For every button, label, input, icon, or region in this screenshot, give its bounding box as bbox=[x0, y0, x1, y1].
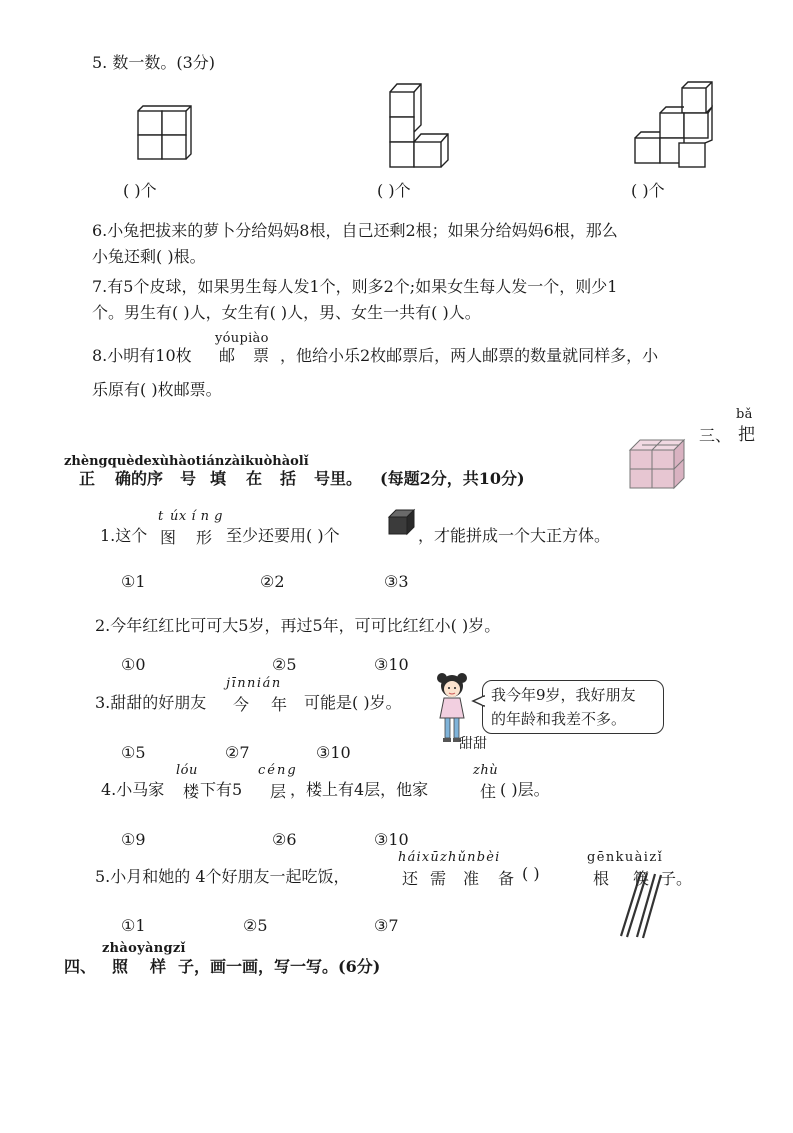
s3q1-word-xing: 形 bbox=[196, 528, 213, 547]
section3-word-hao: 号 bbox=[180, 469, 197, 488]
dark-cube-icon bbox=[387, 508, 417, 536]
s3q1-text-b: 至少还要用( )个 bbox=[226, 526, 340, 545]
section3-word-zai: 在 bbox=[246, 469, 263, 488]
s3q1-option-3[interactable]: ③3 bbox=[384, 572, 409, 591]
q8-word-piao: 票 bbox=[253, 346, 270, 365]
s3q1-option-2[interactable]: ②2 bbox=[260, 572, 285, 591]
q5-answer-1[interactable]: ( )个 bbox=[123, 181, 157, 200]
s3q1-xing-pinyin: úx í n g bbox=[170, 509, 223, 524]
q8-line-1b: ，他给小乐2枚邮票后，两人邮票的数量就同样多，小 bbox=[280, 346, 659, 365]
q6-line-2: 小兔还剩( )根。 bbox=[92, 247, 206, 266]
bubble-line-1: 我今年9岁，我好朋友 bbox=[491, 686, 636, 704]
s3q3-word-jin: 今 bbox=[233, 695, 250, 714]
section3-number: 三、 bbox=[699, 426, 732, 445]
s3q4-text-c: ，楼上有4层，他家 bbox=[290, 780, 429, 799]
s3q4-text-d: ( )层。 bbox=[500, 780, 550, 799]
s3q1-option-1[interactable]: ①1 bbox=[121, 572, 146, 591]
s3q4-text-b: 下有5 bbox=[200, 780, 243, 799]
section4-word-zhao: 照 bbox=[112, 957, 129, 976]
q5-title: 5. 数一数。(3分) bbox=[92, 53, 216, 72]
s3q4-lou-pinyin: lóu bbox=[176, 763, 198, 778]
s3q1-word-tu: 图 bbox=[160, 528, 177, 547]
section3-word-tian: 填 bbox=[210, 469, 227, 488]
cube-figure-3 bbox=[632, 78, 722, 168]
s3q5-word-kuai: 筷 bbox=[633, 869, 650, 888]
s3q2-option-3[interactable]: ③10 bbox=[374, 655, 409, 674]
s3q5-word-zi: 子。 bbox=[660, 869, 693, 888]
s3q4-option-2[interactable]: ②6 bbox=[272, 830, 297, 849]
s3q4-text-a: 4.小马家 bbox=[101, 780, 165, 799]
section3-word-kuo: 括 bbox=[280, 469, 297, 488]
cube-figure-1 bbox=[135, 103, 195, 163]
q8-word-you: 邮 bbox=[219, 346, 236, 365]
s3q4-word-zhu: 住 bbox=[480, 782, 497, 801]
q7-line-1: 7.有5个皮球，如果男生每人发1个，则多2个;如果女生每人发一个，则少1 bbox=[92, 277, 618, 296]
s3q1-text-a: 1.这个 bbox=[100, 526, 148, 545]
s3q3-text-a: 3.甜甜的好朋友 bbox=[95, 693, 207, 712]
s3q5-option-1[interactable]: ①1 bbox=[121, 916, 146, 935]
s3q5-word-xu: 需 bbox=[430, 869, 447, 888]
pink-cube-figure bbox=[628, 436, 688, 492]
s3q3-word-nian: 年 bbox=[271, 695, 288, 714]
section3-ba: 把 bbox=[738, 425, 755, 445]
s3q1-tu-pinyin: t bbox=[158, 509, 164, 524]
s3q5-pinyin-1: háixūzhǔnbèi bbox=[398, 850, 501, 865]
s3q3-option-3[interactable]: ③10 bbox=[316, 743, 351, 762]
s3q5-word-hai: 还 bbox=[402, 869, 419, 888]
q8-line-1a: 8.小明有10枚 bbox=[92, 346, 192, 365]
section4-pinyin: zhàoyàngzǐ bbox=[102, 941, 186, 956]
bubble-tail bbox=[472, 694, 486, 708]
s3q1-text-c: ，才能拼成一个大正方体。 bbox=[418, 526, 611, 545]
cube-figure-2 bbox=[387, 80, 457, 170]
s3q3-text-b: 可能是( )岁。 bbox=[304, 693, 402, 712]
bubble-line-2: 的年龄和我差不多。 bbox=[491, 710, 627, 728]
speech-bubble bbox=[482, 680, 664, 734]
section4-word-yang: 样 bbox=[150, 957, 167, 976]
q8-pinyin: yóupiào bbox=[215, 331, 269, 346]
s3q5-text-a: 5.小月和她的 4个好朋友一起吃饭， bbox=[95, 867, 350, 886]
s3q4-ceng-pinyin: céng bbox=[258, 763, 298, 778]
q6-line-1: 6.小兔把拔来的萝卜分给妈妈8根，自己还剩2根；如果分给妈妈6根，那么 bbox=[92, 221, 618, 240]
q7-line-2: 个。男生有( )人，女生有( )人，男、女生一共有( )人。 bbox=[92, 303, 481, 322]
s3q3-option-2[interactable]: ②7 bbox=[225, 743, 250, 762]
s3q2-option-1[interactable]: ①0 bbox=[121, 655, 146, 674]
section4-word-rest: 子，画一画，写一写。(6分) bbox=[178, 957, 381, 976]
s3q3-pinyin: jīnnián bbox=[226, 676, 282, 691]
s3q5-paren[interactable]: ( ) bbox=[522, 864, 540, 883]
s3q2-option-2[interactable]: ②5 bbox=[272, 655, 297, 674]
section3-ba-pinyin: bǎ bbox=[736, 407, 753, 422]
s3q5-pinyin-2: gēnkuàizǐ bbox=[587, 850, 664, 865]
section4-number: 四、 bbox=[64, 957, 97, 976]
s3q4-word-lou: 楼 bbox=[183, 782, 200, 801]
q5-answer-2[interactable]: ( )个 bbox=[377, 181, 411, 200]
girl-name-label: 甜甜 bbox=[459, 736, 487, 752]
section3-word-zheng: 正 bbox=[79, 469, 96, 488]
s3q5-word-zhun: 准 bbox=[463, 869, 480, 888]
s3q5-option-3[interactable]: ③7 bbox=[374, 916, 399, 935]
s3q4-word-ceng: 层 bbox=[270, 782, 287, 801]
section3-score: (每题2分，共10分) bbox=[380, 469, 525, 488]
s3q4-zhu-pinyin: zhù bbox=[473, 763, 499, 778]
section3-pinyin: zhèngquèdexùhàotiánzàikuòhàolǐ bbox=[64, 454, 309, 469]
s3q4-option-1[interactable]: ①9 bbox=[121, 830, 146, 849]
q8-line-2: 乐原有( )枚邮票。 bbox=[92, 380, 222, 399]
s3q3-option-1[interactable]: ①5 bbox=[121, 743, 146, 762]
s3q5-word-gen: 根 bbox=[593, 869, 610, 888]
s3q4-option-3[interactable]: ③10 bbox=[374, 830, 409, 849]
section3-word-quedexu: 确的序 bbox=[115, 469, 164, 488]
s3q5-word-bei: 备 bbox=[498, 869, 515, 888]
section3-word-haoli: 号里。 bbox=[314, 469, 363, 488]
s3q2-text: 2.今年红红比可可大5岁，再过5年，可可比红红小( )岁。 bbox=[95, 616, 501, 635]
s3q5-option-2[interactable]: ②5 bbox=[243, 916, 268, 935]
q5-answer-3[interactable]: ( )个 bbox=[631, 181, 665, 200]
